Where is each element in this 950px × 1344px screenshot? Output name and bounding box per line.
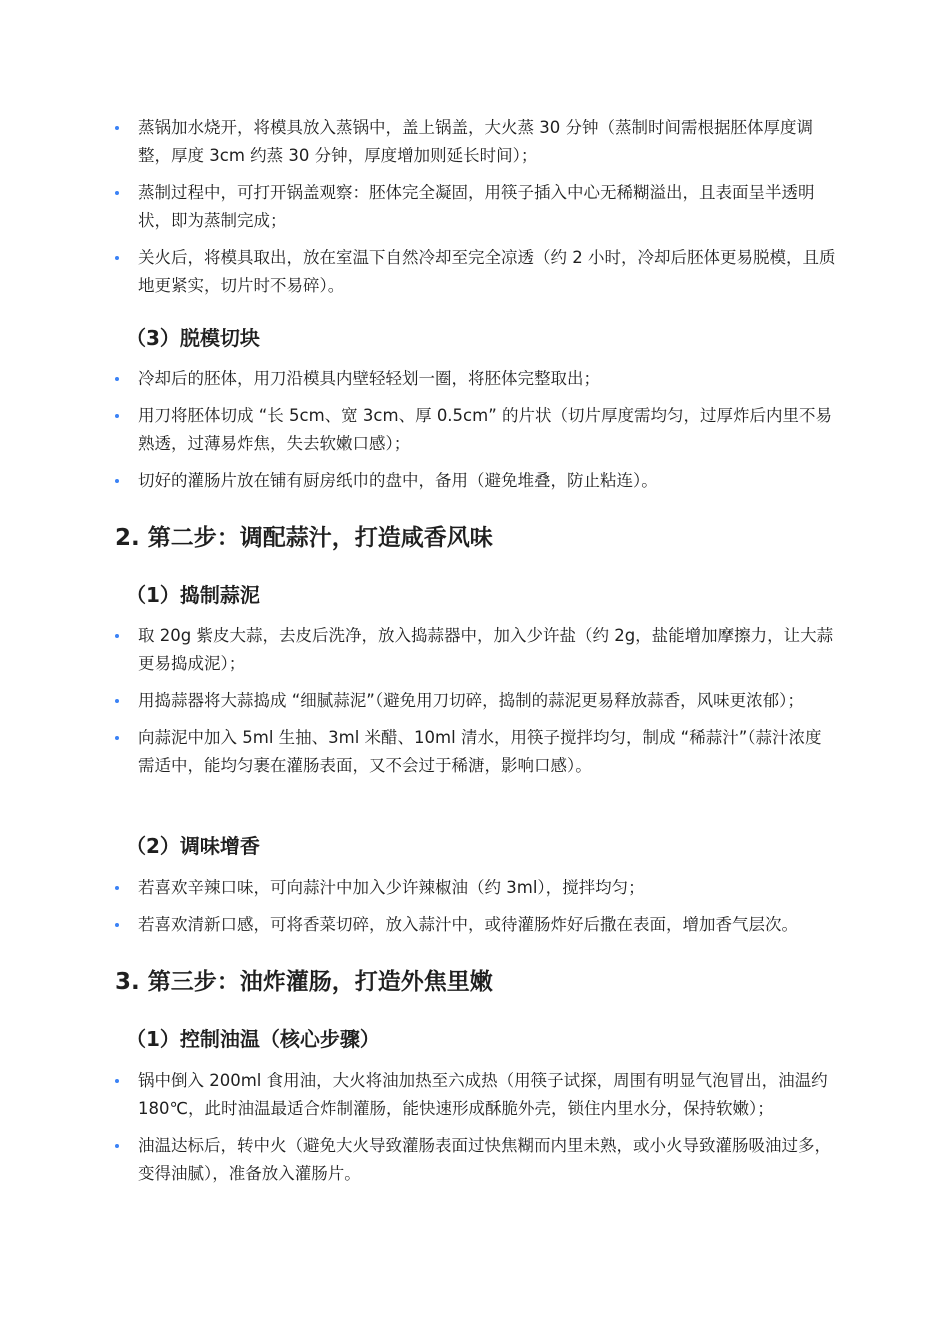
list-item	[0, 1132, 950, 1188]
bullet-icon	[115, 736, 119, 740]
bullet-icon	[115, 634, 119, 638]
bullet-icon	[115, 479, 119, 483]
cut-steps-list	[0, 365, 950, 495]
list-item-text: 蒸制过程中，可打开锅盖观察：胚体完全凝固，用筷子插入中心无稀糊溢出，且表面呈半透明状，即为蒸制完成；	[138, 183, 815, 230]
list-item	[0, 622, 950, 678]
list-item	[0, 1067, 950, 1123]
bullet-icon	[115, 377, 119, 381]
bullet-icon	[115, 1079, 119, 1083]
bullet-icon	[115, 699, 119, 703]
list-item	[0, 874, 950, 902]
oil-steps-list	[0, 1067, 950, 1188]
list-item	[0, 244, 950, 300]
list-item	[0, 114, 950, 170]
list-item-text: 用捣蒜器将大蒜捣成 “细腻蒜泥”（避免用刀切碎，捣制的蒜泥更易释放蒜香，风味更浓郁）；	[138, 691, 804, 710]
subsection-heading-demold: （3）脱模切块	[126, 326, 260, 350]
list-item-text: 关火后，将模具取出，放在室温下自然冷却至完全凉透（约 2 小时，冷却后胚体更易脱模，且质地更紧实，切片时不易碎）。	[138, 248, 836, 295]
list-item	[0, 911, 950, 939]
list-item-text: 用刀将胚体切成 “长 5cm、宽 3cm、厚 0.5cm” 的片状（切片厚度需均匀，过厚炸后内里不易熟透，过薄易炸焦，失去软嫩口感）；	[138, 406, 832, 453]
subsection-heading-oil-temp: （1）控制油温（核心步骤）	[126, 1027, 380, 1051]
section-heading-step2: 2. 第二步：调配蒜汁，打造咸香风味	[115, 525, 493, 551]
list-item-text: 蒸锅加水烧开，将模具放入蒸锅中，盖上锅盖，大火蒸 30 分钟（蒸制时间需根据胚体厚度调整，厚度 3cm 约蒸 30 分钟，厚度增加则延长时间）；	[138, 118, 813, 165]
section-heading-step3: 3. 第三步：油炸灌肠，打造外焦里嫩	[115, 969, 493, 995]
bullet-icon	[115, 923, 119, 927]
list-item	[0, 365, 950, 393]
subsection-heading-seasoning: （2）调味增香	[126, 834, 260, 858]
list-item-text: 向蒜泥中加入 5ml 生抽、3ml 米醋、10ml 清水，用筷子搅拌均匀，制成 “稀蒜汁”（蒜汁浓度需适中，能均匀裹在灌肠表面，又不会过于稀溏，影响口感）。	[138, 728, 822, 775]
list-item	[0, 402, 950, 458]
season-steps-list	[0, 874, 950, 939]
bullet-icon	[115, 191, 119, 195]
list-item	[0, 724, 950, 780]
list-item-text: 取 20g 紫皮大蒜，去皮后洗净，放入捣蒜器中，加入少许盐（约 2g，盐能增加摩擦力，让大蒜更易捣成泥）；	[138, 626, 834, 673]
list-item	[0, 179, 950, 235]
garlic-steps-list	[0, 622, 950, 780]
steam-steps-list	[0, 114, 950, 300]
list-item-text: 锅中倒入 200ml 食用油，大火将油加热至六成热（用筷子试探，周围有明显气泡冒出，油温约 180℃，此时油温最适合炸制灌肠，能快速形成酥脆外壳，锁住内里水分，保持软嫩）；	[138, 1071, 828, 1118]
bullet-icon	[115, 126, 119, 130]
list-item	[0, 467, 950, 495]
bullet-icon	[115, 414, 119, 418]
bullet-icon	[115, 1144, 119, 1148]
list-item-text: 若喜欢辛辣口味，可向蒜汁中加入少许辣椒油（约 3ml），搅拌均匀；	[138, 878, 645, 897]
list-item-text: 冷却后的胚体，用刀沿模具内壁轻轻划一圈，将胚体完整取出；	[138, 369, 600, 388]
subsection-heading-garlic-paste: （1）捣制蒜泥	[126, 583, 260, 607]
list-item-text: 切好的灌肠片放在铺有厨房纸巾的盘中，备用（避免堆叠，防止粘连）。	[138, 471, 658, 490]
list-item-text: 若喜欢清新口感，可将香菜切碎，放入蒜汁中，或待灌肠炸好后撒在表面，增加香气层次。	[138, 915, 798, 934]
list-item-text: 油温达标后，转中火（避免大火导致灌肠表面过快焦糊而内里未熟，或小火导致灌肠吸油过多，变得油腻），准备放入灌肠片。	[138, 1136, 831, 1183]
bullet-icon	[115, 256, 119, 260]
list-item	[0, 687, 950, 715]
bullet-icon	[115, 886, 119, 890]
